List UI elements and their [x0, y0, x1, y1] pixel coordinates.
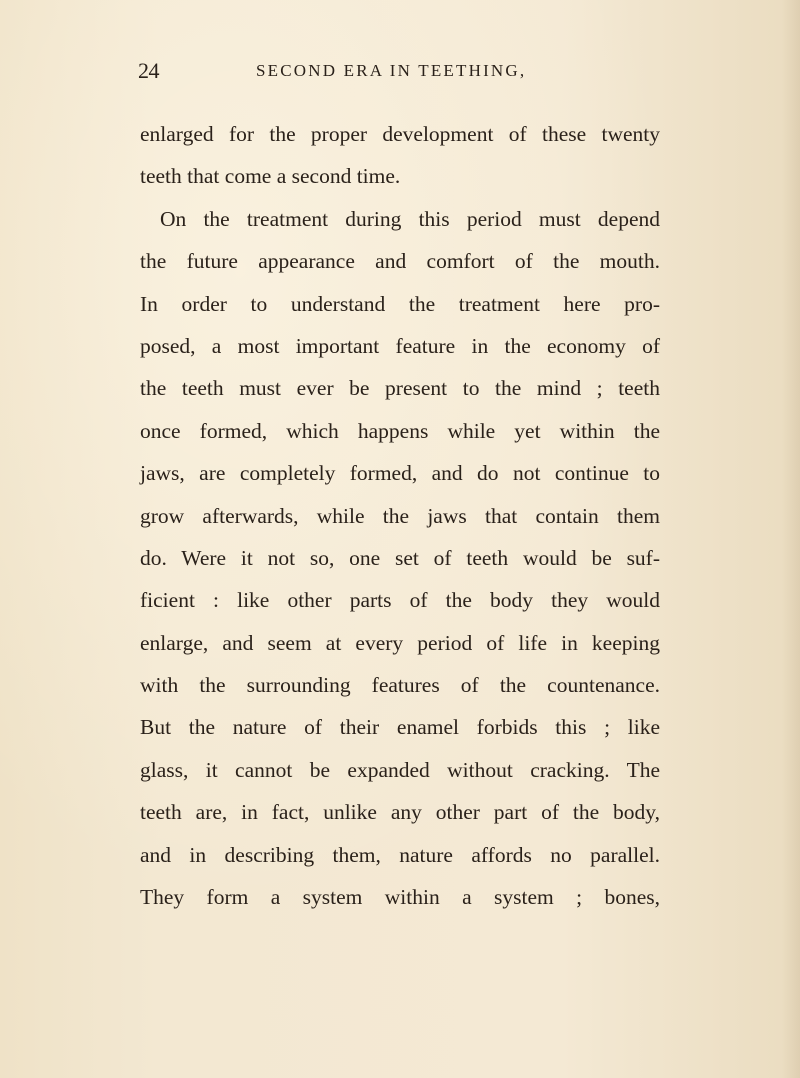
text-line: once formed, which happens while yet within the — [140, 418, 660, 443]
text-line: posed, a most important feature in the economy of — [140, 333, 660, 358]
text-line: teeth are, in fact, unlike any other part of the body, — [140, 800, 660, 825]
body-text — [140, 113, 660, 918]
page-header — [138, 58, 658, 90]
text-line: jaws, are completely formed, and do not continue to — [140, 461, 660, 486]
running-title: SECOND ERA IN TEETHING, — [256, 61, 527, 80]
text-line: enlarged for the proper development of these twenty — [140, 122, 660, 146]
text-line: the future appearance and comfort of the mouth. — [140, 249, 660, 274]
text-line: ficient : like other parts of the body they would — [140, 588, 660, 613]
text-line: glass, it cannot be expanded without cracking. The — [140, 757, 660, 782]
text-line: On the treatment during this period must depend — [160, 206, 660, 231]
text-line: with the surrounding features of the countenance. — [140, 673, 660, 698]
text-line: enlarge, and seem at every period of life in keeping — [140, 630, 660, 655]
text-line: In order to understand the treatment here pro- — [140, 291, 660, 316]
page-number: 24 — [138, 58, 159, 83]
text-line: grow afterwards, while the jaws that contain them — [140, 503, 660, 528]
text-line: But the nature of their enamel forbids this ; like — [140, 715, 660, 740]
text-line: and in describing them, nature affords no parallel. — [140, 842, 660, 867]
text-line: They form a system within a system ; bones, — [140, 885, 660, 910]
text-line: the teeth must ever be present to the mind ; teeth — [140, 376, 660, 401]
text-line: teeth that come a second time. — [140, 164, 401, 189]
text-line: do. Were it not so, one set of teeth would be suf- — [140, 545, 660, 570]
